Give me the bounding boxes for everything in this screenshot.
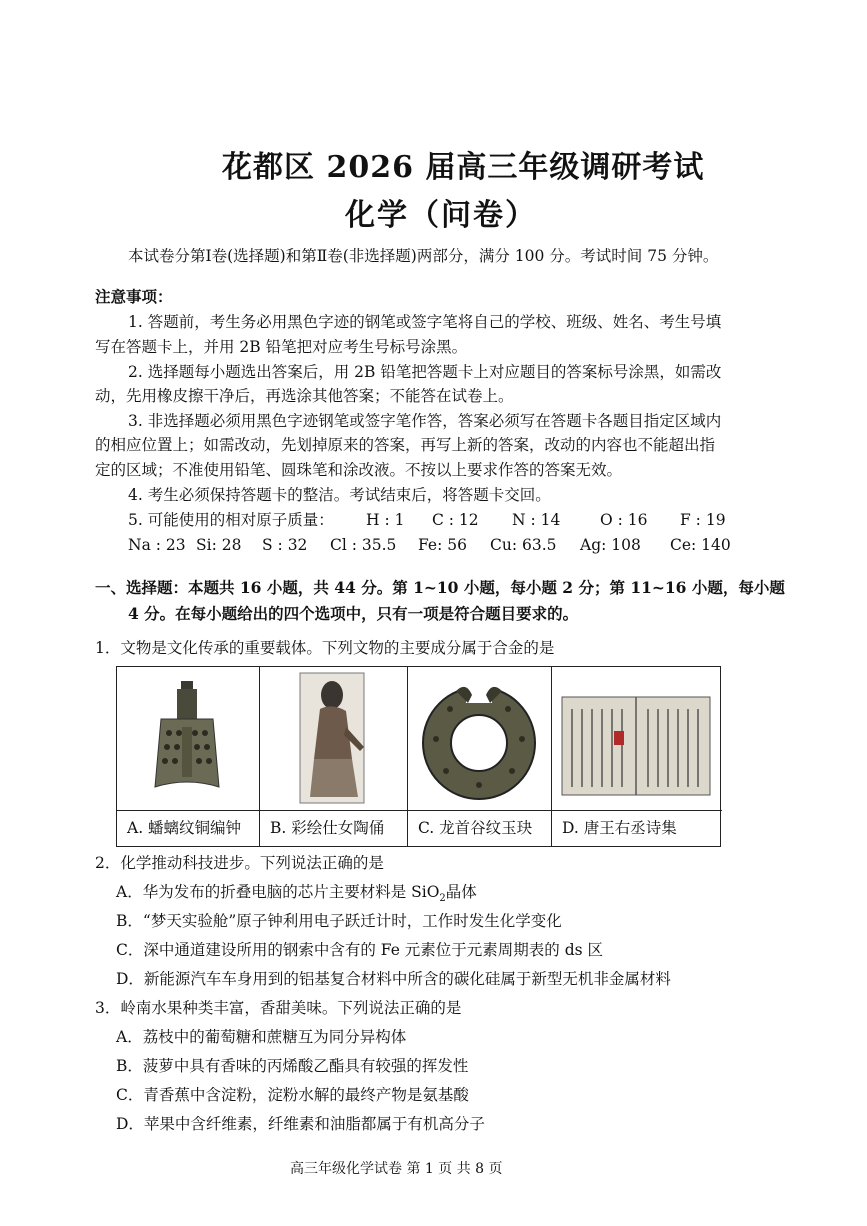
mass-n: N : 14 [512,511,561,529]
mass-f: F : 19 [680,511,726,529]
book-icon [552,667,720,811]
q2-option-d: D．新能源汽车车身用到的铝基复合材料中所含的碳化硅属于新型无机非金属材料 [116,970,671,988]
q1-option-b: B. 彩绘仕女陶俑 [260,810,407,846]
q2-option-a [116,882,477,909]
q1-option-d: D. 唐王右丞诗集 [552,810,722,846]
exam-intro: 本试卷分第Ⅰ卷(选择题)和第Ⅱ卷(非选择题)两部分，满分 100 分。考试时间 75 分钟。 [128,247,719,265]
note-3c: 定的区域；不准使用铅笔、圆珠笔和涂改液。不按以上要求作答的答案无效。 [95,461,623,479]
q2-option-a-pre: A．华为发布的折叠电脑的芯片主要材料是 SiO [116,883,440,901]
mass-ag: Ag: 108 [580,536,641,554]
section1-line2: 4 分。在每小题给出的四个选项中，只有一项是符合题目要求的。 [128,604,579,623]
note-1b: 写在答题卡上，并用 2B 铅笔把对应考生号标号涂黑。 [95,338,468,356]
note-2a: 2. 选择题每小题选出答案后，用 2B 铅笔把答题卡上对应题目的答案标号涂黑，如需改 [128,363,722,381]
note-3a: 3. 非选择题必须用黑色字迹钢笔或签字笔作答，答案必须写在答题卡各题目指定区域内 [128,412,722,430]
q2-option-a-post: 晶体 [445,883,477,901]
q2-option-a-sub: 2 [439,893,446,905]
mass-h: H : 1 [366,511,405,529]
q3-option-b: B．菠萝中具有香味的丙烯酸乙酯具有较强的挥发性 [116,1057,469,1075]
figurine-icon [260,667,406,811]
note-3b: 的相应位置上；如需改动，先划掉原来的答案，再写上新的答案，改动的内容也不能超出指 [95,436,716,454]
notes-heading: 注意事项： [95,287,173,306]
jade-ring-icon [408,667,550,811]
mass-cl: Cl : 35.5 [330,536,397,554]
note-1a: 1. 答题前，考生务必用黑色字迹的钢笔或签字笔将自己的学校、班级、姓名、考生号填 [128,313,722,331]
mass-c: C : 12 [432,511,479,529]
mass-cu: Cu: 63.5 [490,536,557,554]
note-4: 4. 考生必须保持答题卡的整洁。考试结束后，将答题卡交回。 [128,486,551,504]
q3-option-d: D．苹果中含纤维素，纤维素和油脂都属于有机高分子 [116,1115,485,1133]
bell-icon [117,667,258,811]
q1-option-d-cell [552,667,722,846]
exam-subtitle: 化学（问卷） [345,198,537,233]
page-footer: 高三年级化学试卷 第 1 页 共 8 页 [290,1161,503,1177]
mass-fe: Fe: 56 [418,536,467,554]
q2-option-b: B．“梦天实验舱”原子钟利用电子跃迁计时，工作时发生化学变化 [116,912,562,930]
q1-image-table [116,666,721,847]
note-5-label: 5. 可能使用的相对原子质量： [128,511,334,529]
mass-si: Si: 28 [196,536,242,554]
bronze-bell-image [117,667,259,811]
mass-ce: Ce: 140 [670,536,731,554]
exam-title: 花都区 2026 届高三年级调研考试 [222,150,705,185]
pottery-figurine-image [260,667,407,811]
poetry-book-image [552,667,722,811]
q1-option-b-cell [260,667,408,846]
q3-option-c: C．青香蕉中含淀粉，淀粉水解的最终产物是氨基酸 [116,1086,469,1104]
mass-s: S : 32 [262,536,308,554]
q1-option-a: A. 蟠螭纹铜编钟 [117,810,259,846]
q1-option-a-cell [117,667,260,846]
q1-stem: 1．文物是文化传承的重要载体。下列文物的主要成分属于合金的是 [95,639,555,657]
q2-option-c: C．深中通道建设所用的钢索中含有的 Fe 元素位于元素周期表的 ds 区 [116,941,604,959]
q1-option-c: C. 龙首谷纹玉玦 [408,810,551,846]
mass-na: Na : 23 [128,536,186,554]
q3-option-a: A．荔枝中的葡萄糖和蔗糖互为同分异构体 [116,1028,407,1046]
mass-o: O : 16 [600,511,648,529]
note-2b: 动，先用橡皮擦干净后，再选涂其他答案；不能答在试卷上。 [95,387,514,405]
q2-stem: 2．化学推动科技进步。下列说法正确的是 [95,854,384,872]
jade-ring-image [408,667,551,811]
q3-stem: 3．岭南水果种类丰富，香甜美味。下列说法正确的是 [95,999,462,1017]
q1-option-c-cell [408,667,552,846]
section1-line1: 一、选择题：本题共 16 小题，共 44 分。第 1~10 小题，每小题 2 分；第 11~16 小题，每小题 [95,578,785,597]
